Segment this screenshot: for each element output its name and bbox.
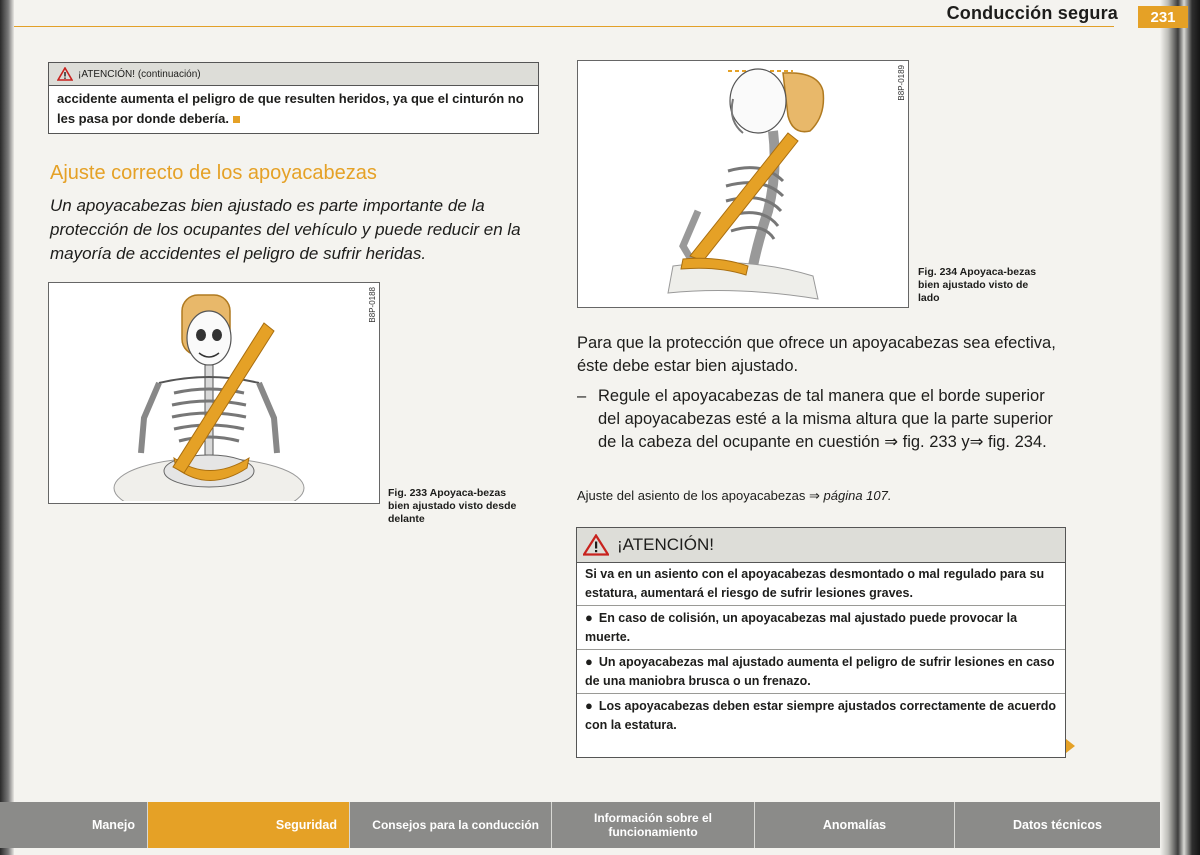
warning-continued-body: [49, 86, 538, 132]
warning-continued-text: accidente aumenta el peligro de que resulten heridos, ya que el cinturón no les pasa por donde debería.: [57, 91, 524, 126]
section-heading: Ajuste correcto de los apoyacabezas: [50, 162, 377, 184]
warning-box: [576, 527, 1066, 758]
warning-item-text: Los apoyacabezas deben estar siempre ajustados correctamente de acuerdo con la estatura.: [585, 699, 1056, 732]
tab-manejo[interactable]: Manejo: [0, 802, 148, 848]
warning-item-text: Un apoyacabezas mal ajustado aumenta el peligro de sufrir lesiones en caso de una maniobra brusca o un frenazo.: [585, 655, 1055, 688]
tab-consejos[interactable]: Consejos para la conducción: [350, 802, 552, 848]
skeleton-side-illustration: [578, 61, 906, 305]
figure-233-caption: Fig. 233 Apoyaca-bezas bien ajustado visto desde delante: [388, 487, 517, 525]
tab-anomalias[interactable]: Anomalías: [755, 802, 955, 848]
page-binding-left: [0, 0, 14, 855]
instruction-step-text: Regule el apoyacabezas de tal manera que el borde superior del apoyacabezas esté a la misma altura que la parte superior de la cabeza del ocupante en cuestión ⇒ fig. 233 y⇒ fig. 234.: [598, 387, 1053, 451]
warning-item: [577, 563, 1065, 606]
warning-header: [577, 528, 1065, 563]
bullet-icon: ●: [585, 654, 593, 669]
bullet-icon: ●: [585, 610, 593, 625]
cross-reference: [577, 488, 891, 504]
tab-informacion[interactable]: Información sobre el funcionamiento: [552, 802, 755, 848]
bullet-icon: ●: [585, 698, 593, 713]
figure-234-caption: Fig. 234 Apoyaca-bezas bien ajustado visto de lado: [918, 266, 1037, 304]
figure-233-headrest-front: [48, 282, 380, 504]
warning-item: [577, 650, 1065, 694]
header-rule: [14, 26, 1114, 27]
continue-arrow-icon: [1066, 739, 1075, 753]
page-header: [14, 0, 1160, 26]
warning-item: [577, 694, 1065, 737]
figure-233-code: B8P-0188: [368, 287, 377, 323]
step-dash: –: [577, 387, 587, 405]
section-title: Conducción segura: [946, 2, 1118, 23]
tab-seguridad[interactable]: Seguridad: [148, 802, 350, 848]
figure-234-headrest-side: [577, 60, 909, 308]
end-marker-icon: [233, 116, 240, 123]
cross-reference-text: Ajuste del asiento de los apoyacabezas ⇒: [577, 488, 820, 503]
figure-234-code: B8P-0189: [897, 65, 906, 101]
warning-item-text: En caso de colisión, un apoyacabezas mal ajustado puede provocar la muerte.: [585, 611, 1018, 644]
tab-datos-tecnicos[interactable]: Datos técnicos: [955, 802, 1160, 848]
warning-body: [577, 563, 1065, 737]
body-paragraph: Para que la protección que ofrece un apoyacabezas sea efectiva, éste debe estar bien ajustado.: [577, 334, 1056, 375]
warning-triangle-icon: [57, 67, 73, 81]
warning-title: ¡ATENCIÓN!: [617, 535, 714, 554]
warning-continued-box: [48, 62, 539, 134]
warning-item-text: Si va en un asiento con el apoyacabezas desmontado o mal regulado para su estatura, aumentará el riesgo de sufrir lesiones graves.: [585, 567, 1045, 600]
warning-continued-header: [49, 63, 538, 86]
skeleton-front-illustration: [49, 283, 377, 501]
page-number: 231: [1138, 6, 1188, 28]
warning-triangle-icon: [583, 534, 609, 556]
warning-item: [577, 606, 1065, 650]
page-edge-right: [1160, 0, 1200, 855]
cross-reference-page[interactable]: página 107.: [823, 488, 892, 503]
footer-tabs: [0, 802, 1160, 848]
instruction-step: [577, 385, 1067, 454]
section-intro: Un apoyacabezas bien ajustado es parte importante de la protección de los ocupantes del vehículo y puede reducir en la mayoría de accidentes el peligro de sufrir heridas.: [50, 196, 521, 263]
warning-continued-title: ¡ATENCIÓN! (continuación): [78, 68, 201, 80]
